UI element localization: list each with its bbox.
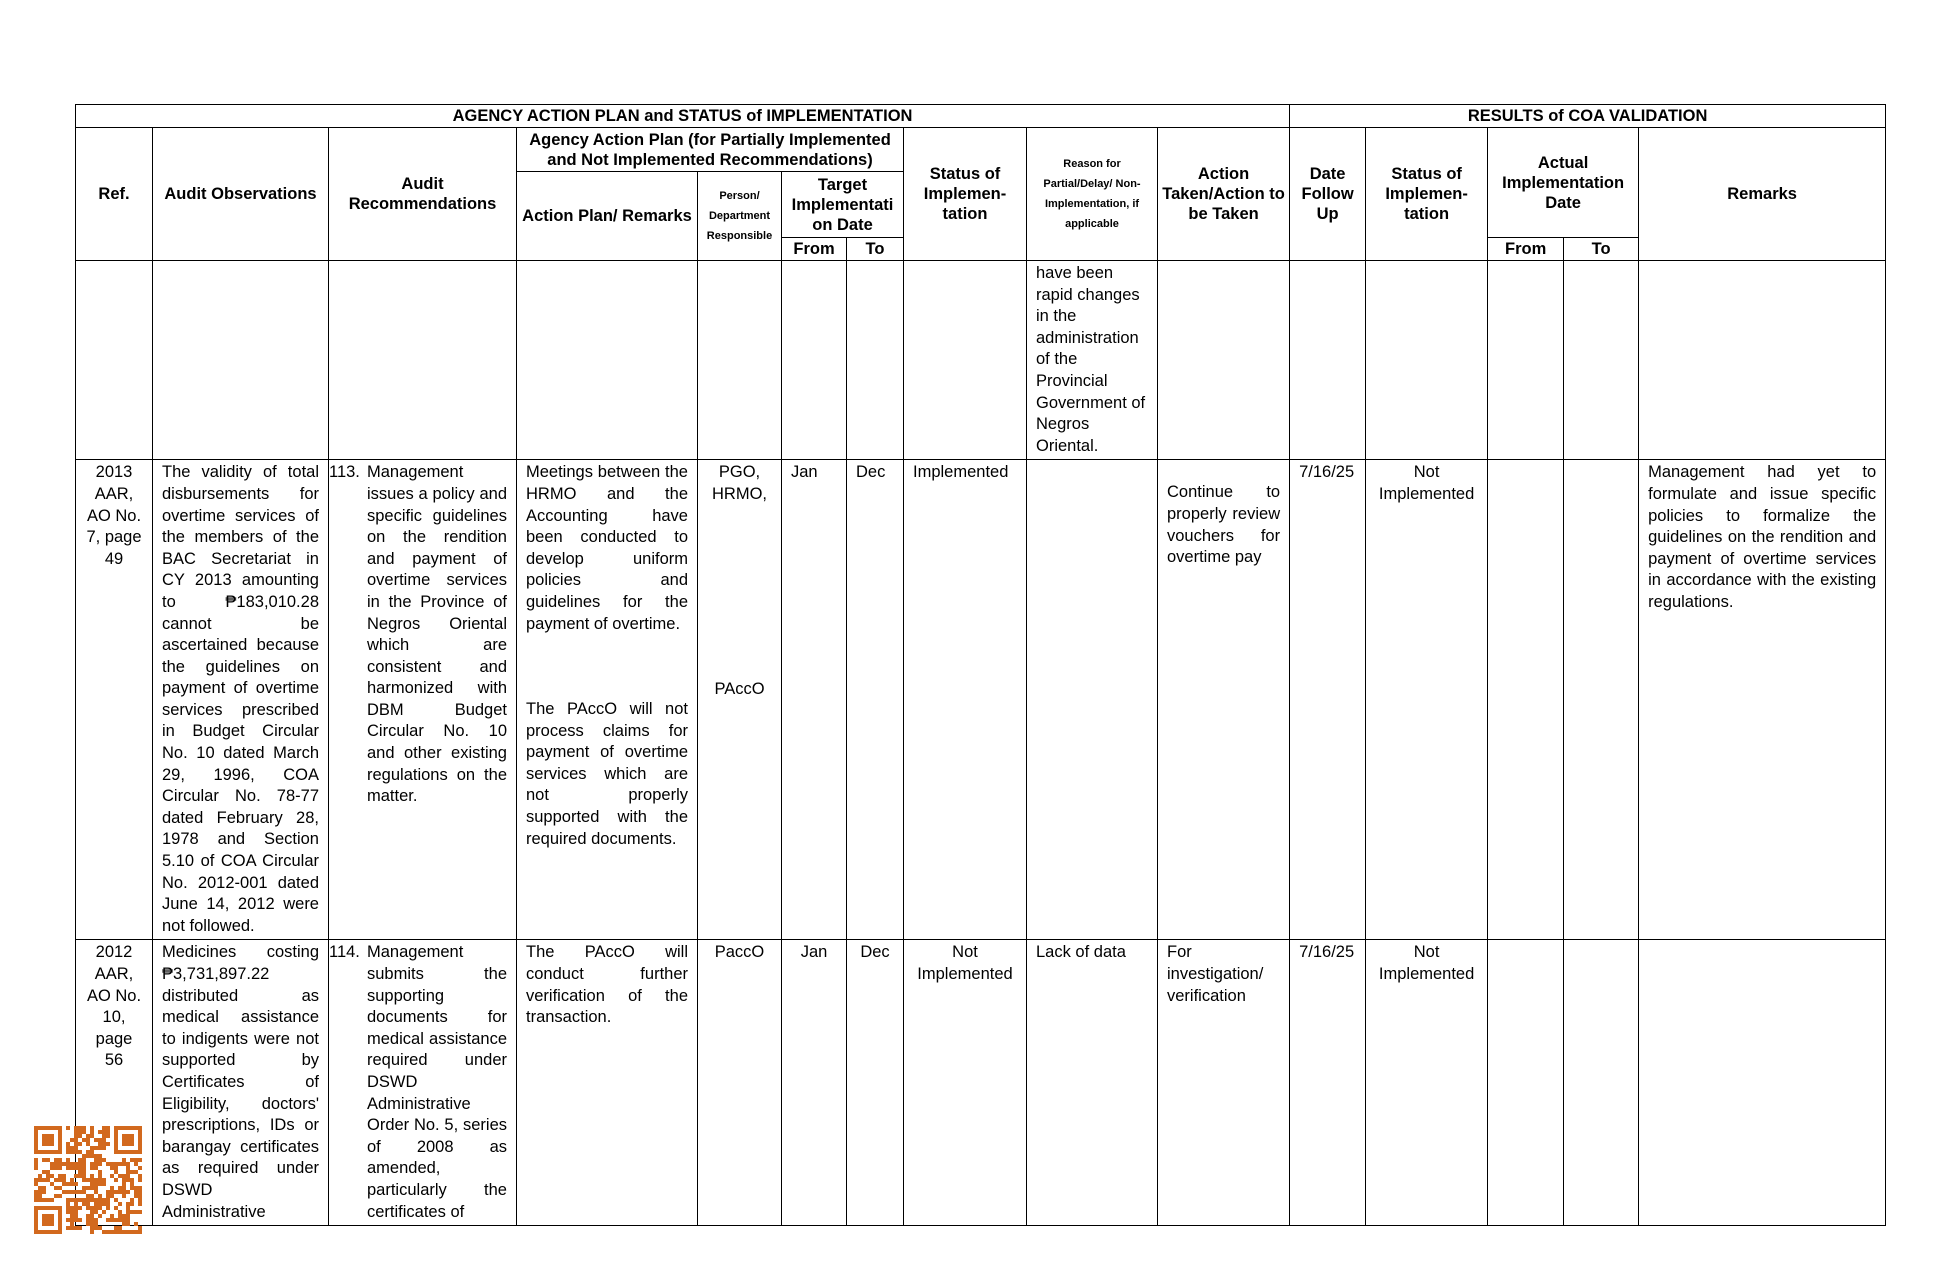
table-row <box>76 940 1886 1226</box>
action-plan-remarks-header: Action Plan/ Remarks <box>517 172 698 261</box>
target-from-header: From <box>782 238 847 261</box>
audit-observations-header: Audit Observations <box>153 128 329 261</box>
follow-up-cell: 7/16/25 <box>1290 460 1366 940</box>
agency-action-plan-header: AGENCY ACTION PLAN and STATUS of IMPLEMENTATION <box>76 105 1290 128</box>
actual-to-header: To <box>1564 238 1639 261</box>
ref-cell: 2012 AAR, AO No. 10, page 56 <box>76 940 153 1226</box>
action-plan-cell <box>517 460 698 940</box>
reason-cell: have been rapid changes in the administration of the Provincial Government of Negros Oriental. <box>1027 261 1158 460</box>
recommendation-text: Management issues a policy and specific guidelines on the rendition and payment of overtime services in the Province of Negros Oriental which are consistent and harmonized with DBM Budget Circular No. 10 and other existing regulations on the matter. <box>367 463 507 806</box>
target-from-cell: Jan <box>782 460 847 940</box>
person-text: PAccO <box>714 679 765 698</box>
action-plan-table <box>75 104 1886 1226</box>
coa-status-cell: Not Implemented <box>1366 460 1488 940</box>
reason-header: Reason for Partial/Delay/ Non-Implementation, if applicable <box>1027 128 1158 261</box>
target-to-cell: Dec <box>847 460 904 940</box>
action-taken-cell: For investigation/ verification <box>1158 940 1290 1226</box>
actual-from-header: From <box>1488 238 1564 261</box>
remarks-cell <box>1639 940 1886 1226</box>
target-to-header: To <box>847 238 904 261</box>
coa-validation-header: RESULTS of COA VALIDATION <box>1290 105 1886 128</box>
person-cell <box>698 940 782 1226</box>
target-date-header: Target Implementati on Date <box>782 172 904 238</box>
coa-status-cell: Not Implemented <box>1366 940 1488 1226</box>
recommendation-cell <box>329 940 517 1226</box>
action-plan-group-header: Agency Action Plan (for Partially Implemented and Not Implemented Recommendations) <box>517 128 904 172</box>
coa-status-header: Status of Implemen- tation <box>1366 128 1488 261</box>
action-plan-text: The PAccO will conduct further verification of the transaction. <box>526 943 688 1027</box>
recommendation-number: 113. <box>329 463 360 482</box>
ref-cell: 2013 AAR, AO No. 7, page 49 <box>76 460 153 940</box>
recommendation-text: Management submits the supporting documents for medical assistance required under DSWD Administrative Order No. 5, series of 2008 as amended, particularly the certificates of <box>367 943 507 1221</box>
reason-cell <box>1027 460 1158 940</box>
ref-header: Ref. <box>76 128 153 261</box>
status-cell: Not Implemented <box>904 940 1027 1226</box>
date-follow-up-header: Date Follow Up <box>1290 128 1366 261</box>
table-row <box>76 261 1886 460</box>
action-plan-text: The PAccO will not process claims for payment of overtime services which are not properly supported with the required documents. <box>526 700 688 848</box>
action-taken-cell: Continue to properly review vouchers for overtime pay <box>1158 460 1290 940</box>
qr-code-icon <box>34 1126 142 1234</box>
person-cell <box>698 460 782 940</box>
target-from-cell: Jan <box>782 940 847 1226</box>
action-plan-cell <box>517 940 698 1226</box>
person-responsible-header: Person/ Department Responsible <box>698 172 782 261</box>
reason-cell: Lack of data <box>1027 940 1158 1226</box>
remarks-header: Remarks <box>1639 128 1886 261</box>
actual-to-cell <box>1564 460 1639 940</box>
status-implementation-header: Status of Implemen- tation <box>904 128 1027 261</box>
actual-to-cell <box>1564 940 1639 1226</box>
observation-cell: Medicines costing ₱3,731,897.22 distributed as medical assistance to indigents were not supported by Certificates of Eligibility, doctors' prescriptions, IDs or barangay certificates as required under DSWD Administrative <box>153 940 329 1226</box>
observation-cell: The validity of total disbursements for overtime services of the members of the BAC Secretariat in CY 2013 amounting to ₱183,010.28 cannot be ascertained because the guidelines on payment of overtime services prescribed in Budget Circular No. 10 dated March 29, 1996, COA Circular No. 78-77 dated February 28, 1978 and Section 5.10 of COA Circular No. 2012-001 dated June 14, 2012 were not followed. <box>153 460 329 940</box>
actual-date-header: Actual Implementation Date <box>1488 128 1639 238</box>
follow-up-cell: 7/16/25 <box>1290 940 1366 1226</box>
recommendation-cell <box>329 460 517 940</box>
person-text: PaccO <box>714 943 765 962</box>
status-cell: Implemented <box>904 460 1027 940</box>
audit-recommendations-header: Audit Recommendations <box>329 128 517 261</box>
actual-from-cell <box>1488 940 1564 1226</box>
action-plan-text: Meetings between the HRMO and the Accounting have been conducted to develop uniform policies and guidelines for the payment of overtime. <box>526 463 688 633</box>
target-to-cell: Dec <box>847 940 904 1226</box>
remarks-cell: Management had yet to formulate and issue specific policies to formalize the guidelines on the rendition and payment of overtime services in accordance with the existing regulations. <box>1639 460 1886 940</box>
person-text: PGO, HRMO, <box>712 463 767 503</box>
table-row <box>76 460 1886 940</box>
recommendation-number: 114. <box>329 943 360 962</box>
actual-from-cell <box>1488 460 1564 940</box>
action-taken-header: Action Taken/Action to be Taken <box>1158 128 1290 261</box>
